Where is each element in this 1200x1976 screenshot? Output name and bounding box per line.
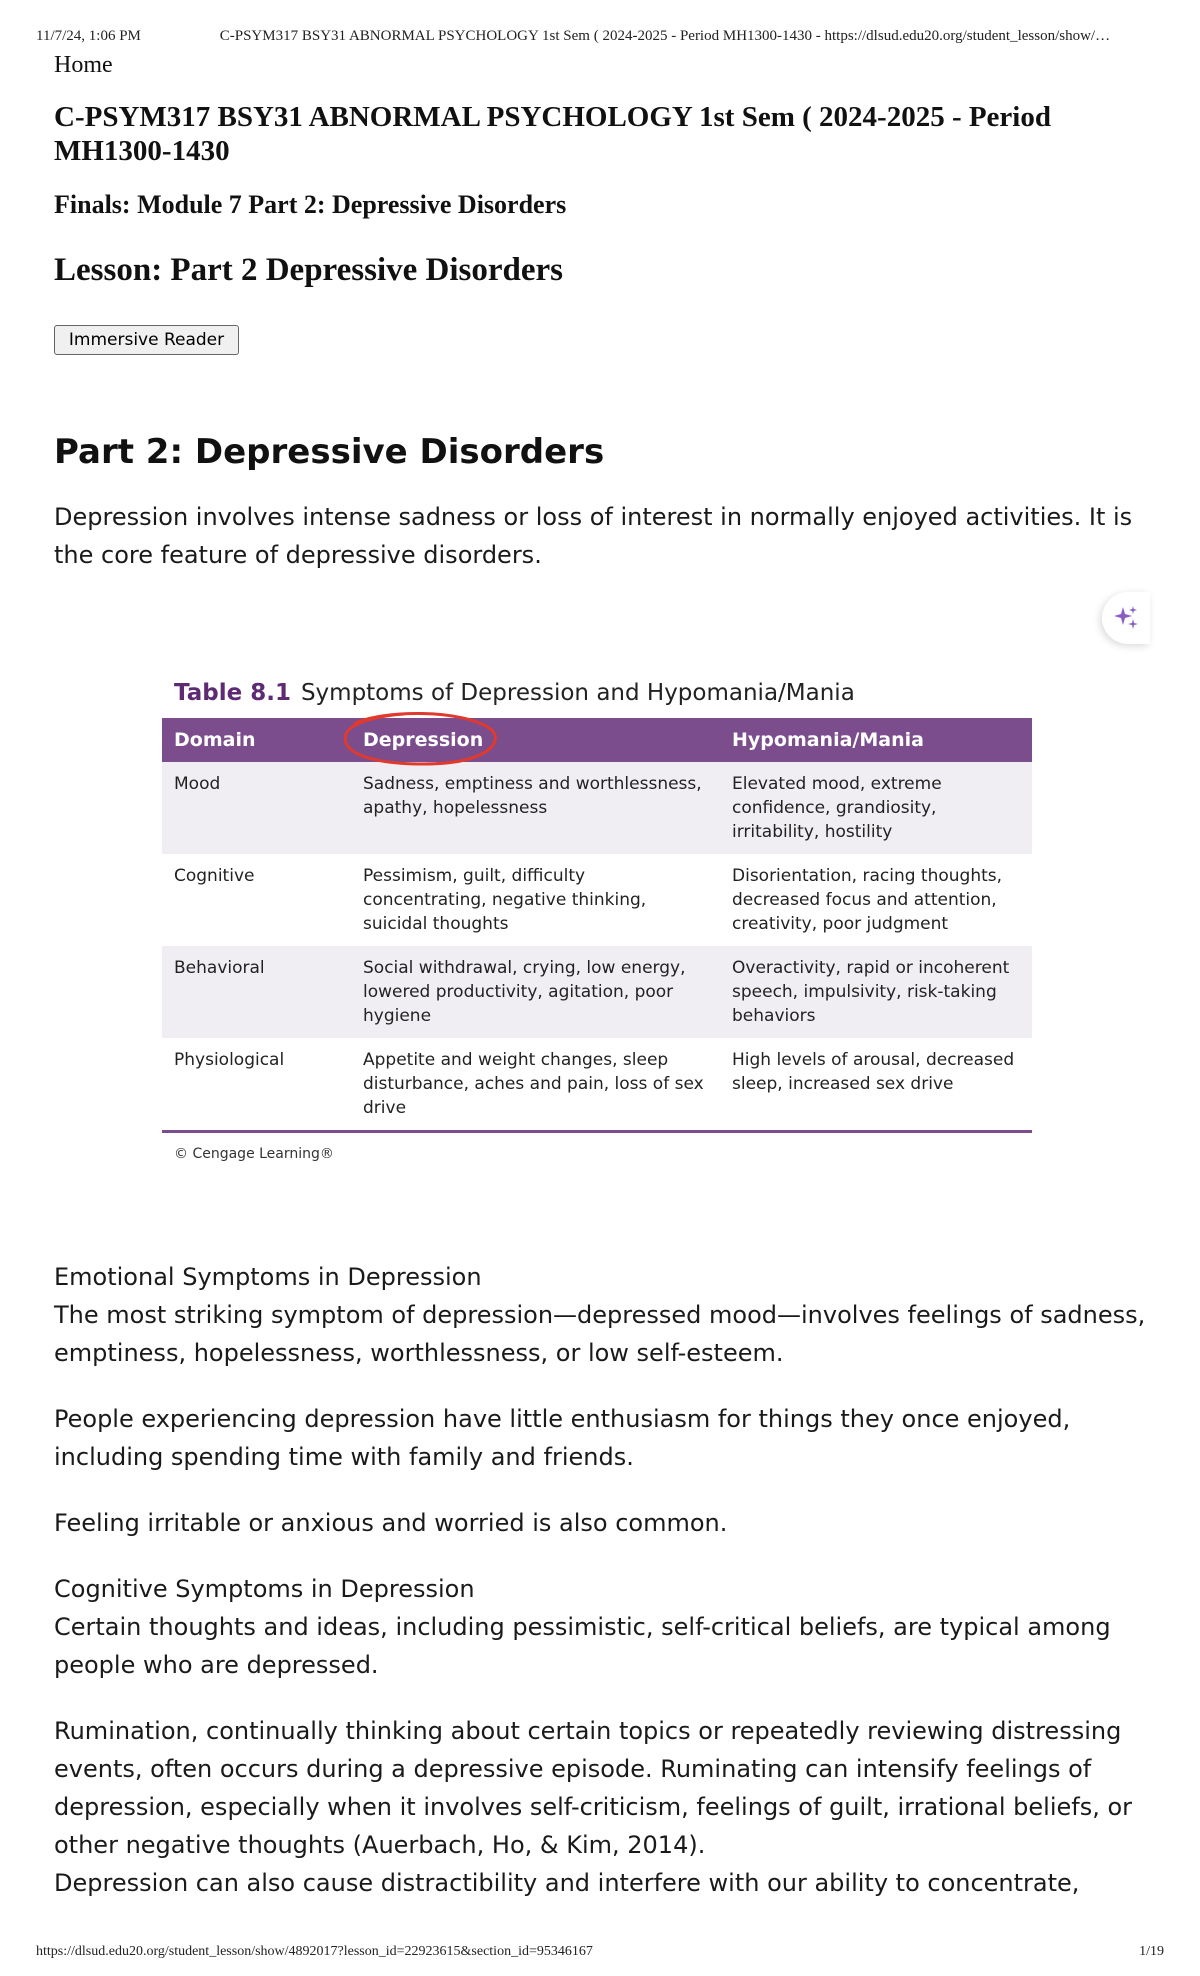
intro-paragraph: Depression involves intense sadness or loss of interest in normally enjoyed activities. It is the core feature of depressive disorders. [54, 503, 1133, 569]
table-row [162, 762, 1032, 854]
header-mania: Hypomania/Mania [720, 718, 1032, 762]
cell-mania: Elevated mood, extreme confidence, grandiosity, irritability, hostility [720, 762, 1032, 854]
cell-depression: Pessimism, guilt, difficulty concentrating, negative thinking, suicidal thoughts [363, 866, 647, 934]
cell-mania: Overactivity, rapid or incoherent speech, impulsivity, risk-taking behaviors [720, 946, 1032, 1038]
table-label: Table 8.1 [174, 680, 291, 706]
course-title: C-PSYM317 BSY31 ABNORMAL PSYCHOLOGY 1st Sem ( 2024-2025 - Period MH1300-1430 [54, 101, 1051, 167]
print-datetime: 11/7/24, 1:06 PM [36, 28, 141, 44]
page-number: 1/19 [1139, 1944, 1164, 1959]
table-row [162, 854, 1032, 946]
table-caption-text: Symptoms of Depression and Hypomania/Mania [300, 680, 855, 706]
table-row [162, 1038, 1032, 1132]
immersive-reader-button[interactable]: Immersive Reader [54, 325, 239, 355]
table-figure [162, 672, 1032, 1172]
cell-depression: Sadness, emptiness and worthlessness, apathy, hopelessness [351, 762, 720, 854]
table-row [162, 946, 1032, 1038]
emotional-heading: Emotional Symptoms in Depression [54, 1263, 482, 1291]
cell-domain: Behavioral [162, 946, 351, 1038]
cell-depression: Social withdrawal, crying, low energy, lowered productivity, agitation, poor hygiene [351, 946, 720, 1038]
print-header [36, 28, 1164, 45]
table-caption [174, 680, 855, 706]
module-title: Finals: Module 7 Part 2: Depressive Disorders [54, 190, 567, 219]
cognitive-paragraph-2: Rumination, continually thinking about certain topics or repeatedly reviewing distressing events, often occurs during a depressive episode. Ruminating can intensify feelings of depression, especially when it involves self-criticism, feelings of guilt, irrational beliefs, or other negative thoughts (Auerbach, Ho, & Kim, 2014). [54, 1717, 1133, 1859]
table-header-row [162, 718, 1032, 762]
print-url: https://dlsud.edu20.org/student_lesson/show/4892017?lesson_id=22923615&section_id=95346167 [36, 1944, 593, 1959]
home-link[interactable]: Home [54, 52, 113, 78]
section-heading: Part 2: Depressive Disorders [54, 432, 605, 472]
ai-assistant-button[interactable] [1102, 592, 1150, 644]
print-footer [36, 1944, 1164, 1960]
cell-mania: Disorientation, racing thoughts, decreased focus and attention, creativity, poor judgment [732, 866, 1003, 934]
table-credit: © Cengage Learning® [174, 1146, 334, 1162]
symptoms-table [162, 718, 1032, 1133]
header-domain: Domain [162, 718, 351, 762]
cell-mania: High levels of arousal, decreased sleep, increased sex drive [720, 1038, 1032, 1132]
cell-depression: Appetite and weight changes, sleep disturbance, aches and pain, loss of sex drive [351, 1038, 720, 1132]
cell-domain: Physiological [162, 1038, 351, 1132]
cell-domain: Cognitive [174, 866, 255, 886]
cognitive-heading: Cognitive Symptoms in Depression [54, 1575, 475, 1603]
emotional-paragraph-2: People experiencing depression have little enthusiasm for things they once enjoyed, including spending time with family and friends. [54, 1405, 1071, 1471]
sparkle-icon [1111, 603, 1141, 633]
header-depression: Depression [351, 718, 720, 762]
cell-domain: Mood [162, 762, 351, 854]
emotional-paragraph-3: Feeling irritable or anxious and worried is also common. [54, 1509, 728, 1537]
print-title: C-PSYM317 BSY31 ABNORMAL PSYCHOLOGY 1st Sem ( 2024-2025 - Period MH1300-1430 - https://dlsud.edu20.org/student_lesson/show/… [219, 28, 1111, 44]
cognitive-paragraph-3: Depression can also cause distractibility and interfere with our ability to concentrate, [54, 1869, 1080, 1897]
lesson-title: Lesson: Part 2 Depressive Disorders [54, 252, 563, 288]
cognitive-paragraph-1: Certain thoughts and ideas, including pessimistic, self-critical beliefs, are typical among people who are depressed. [54, 1613, 1111, 1679]
emotional-paragraph-1: The most striking symptom of depression—depressed mood—involves feelings of sadness, emptiness, hopelessness, worthlessness, or low self-esteem. [54, 1301, 1146, 1367]
